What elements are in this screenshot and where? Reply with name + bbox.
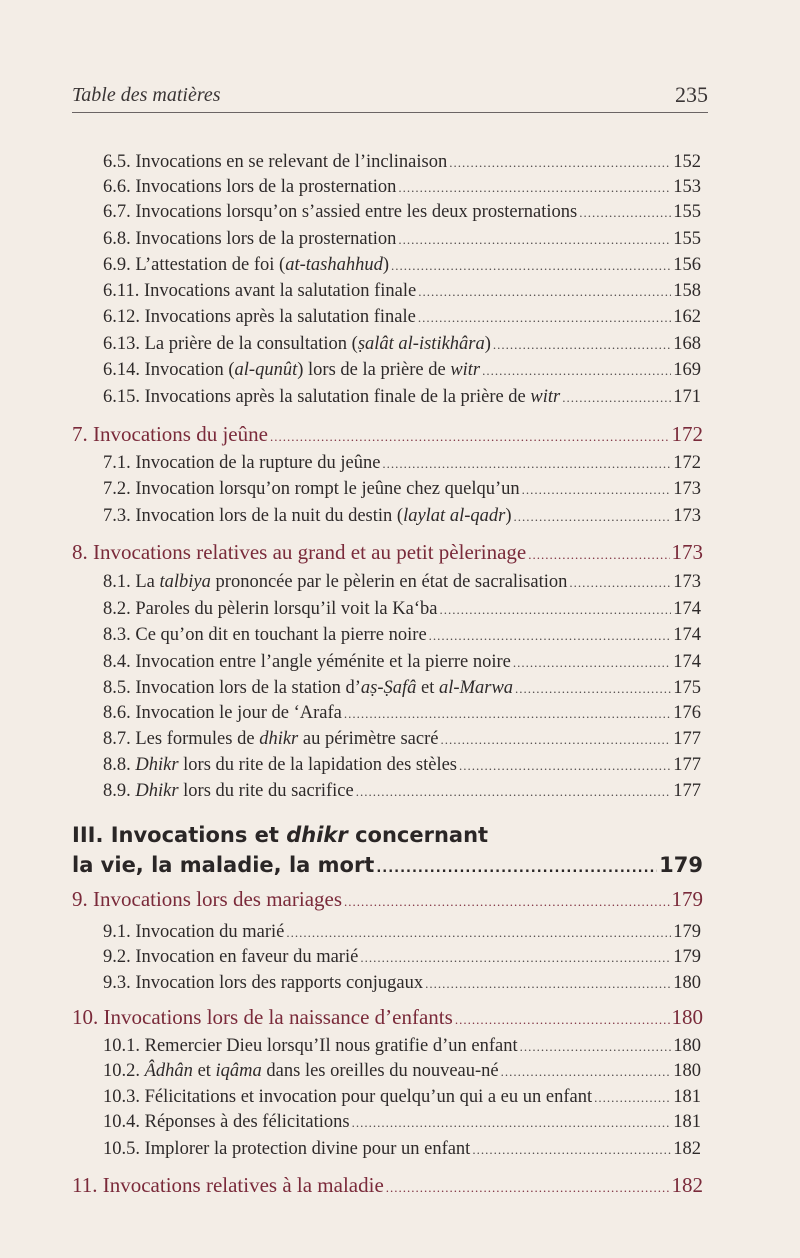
toc-entry-title: 10.4. Réponses à des félicitations [103,1112,350,1132]
toc-entry[interactable] [103,781,701,802]
toc-entry-title: 10.1. Remercier Dieu lorsqu’Il nous gratifie d’un enfant [103,1036,518,1056]
dot-leader [515,681,671,697]
part-heading-line1: III. Invocations et dhikr concernant [72,823,489,847]
toc-entry-page: 169 [673,360,701,380]
toc-entry-page: 180 [671,1005,703,1029]
toc-entry-title: 8.6. Invocation le jour de ‘Arafa [103,703,342,723]
dot-leader [501,1064,672,1080]
toc-entry[interactable] [103,625,701,646]
running-head [72,80,708,113]
dot-leader [449,155,671,171]
toc-entry-page: 168 [673,334,701,354]
toc-entry-title: 10.3. Félicitations et invocation pour quelqu’un qui a eu un enfant [103,1087,593,1107]
dot-leader [513,655,671,671]
toc-entry[interactable] [103,1061,701,1082]
toc-chapter-entry[interactable] [72,422,703,447]
toc-entry-page: 179 [673,947,701,967]
dot-leader [562,390,671,406]
toc-entry[interactable] [103,922,701,943]
toc-entry-page: 180 [673,973,701,993]
dot-leader [455,1012,670,1028]
toc-entry-page: 181 [673,1087,701,1107]
toc-entry[interactable] [103,152,701,173]
dot-leader [344,706,671,722]
toc-entry-page: 158 [673,281,701,301]
toc-entry-page: 180 [673,1036,701,1056]
toc-entry-title: 6.14. Invocation (al-qunût) lors de la prière de witr [103,360,481,380]
dot-leader [286,925,671,941]
dot-leader [425,976,671,992]
toc-entry-title: 6.11. Invocations avant la salutation finale [103,281,417,301]
toc-entry-page: 152 [673,152,701,172]
toc-entry-page: 174 [673,599,701,619]
toc-entry[interactable] [103,229,701,250]
toc-entry-page: 177 [673,755,701,775]
toc-entry-title: 7.1. Invocation de la rupture du jeûne [103,453,381,473]
toc-entry-page: 179 [673,922,701,942]
toc-entry-title: 10.5. Implorer la protection divine pour un enfant [103,1139,471,1159]
toc-entry-title: 7.2. Invocation lorsqu’on rompt le jeûne chez quelqu’un [103,479,520,499]
toc-entry-title: 8.2. Paroles du pèlerin lorsqu’il voit la Ka‘ba [103,599,438,619]
toc-chapter-entry[interactable] [72,540,703,565]
dot-leader [418,310,671,326]
toc-entry-page: 177 [673,729,701,749]
dot-leader [344,894,669,910]
toc-entry-title: 11. Invocations relatives à la maladie [72,1173,384,1197]
toc-entry-page: 177 [673,781,701,801]
toc-entry-page: 173 [671,540,703,564]
toc-entry[interactable] [103,177,701,198]
dot-leader [386,1180,670,1196]
toc-entry[interactable] [103,729,701,750]
dot-leader [440,732,671,748]
toc-entry-page: 180 [673,1061,701,1081]
toc-entry-title: 6.7. Invocations lorsqu’on s’assied entre les deux prosternations [103,202,578,222]
toc-entry[interactable] [103,479,701,500]
toc-entry[interactable] [103,1139,701,1160]
toc-entry[interactable] [103,334,701,355]
running-head-title: Table des matières [72,84,221,106]
page-number: 235 [675,82,708,107]
toc-entry[interactable] [103,202,701,223]
part-page-number: 179 [659,853,703,877]
dot-leader [418,284,671,300]
toc-entry-title: 8.8. Dhikr lors du rite de la lapidation des stèles [103,755,458,775]
toc-entry-page: 162 [673,307,701,327]
toc-entry-title: 8. Invocations relatives au grand et au petit pèlerinage [72,540,527,564]
toc-entry-page: 153 [673,177,701,197]
dot-leader [493,337,671,353]
toc-entry[interactable] [103,703,701,724]
toc-entry-title: 10.2. Âdhân et iqâma dans les oreilles du nouveau-né [103,1061,499,1081]
toc-entry-title: 9.1. Invocation du marié [103,922,285,942]
dot-leader [594,1090,671,1106]
toc-entry-title: 7.3. Invocation lors de la nuit du destin (laylat al-qadr) [103,506,512,526]
toc-entry[interactable] [103,652,701,673]
dot-leader [352,1115,672,1131]
toc-entry[interactable] [103,973,701,994]
toc-entry[interactable] [103,1036,701,1057]
dot-leader [270,429,670,445]
toc-entry-page: 171 [673,387,701,407]
toc-chapter-entry[interactable] [72,887,703,912]
toc-entry[interactable] [103,255,701,276]
toc-entry[interactable] [103,755,701,776]
toc-entry-page: 182 [671,1173,703,1197]
dot-leader [482,363,671,379]
dot-leader [579,205,671,221]
toc-entry-page: 155 [673,202,701,222]
toc-entry-title: 8.9. Dhikr lors du rite du sacrifice [103,781,354,801]
toc-entry-title: 8.7. Les formules de dhikr au périmètre sacré [103,729,439,749]
toc-entry-title: 9.2. Invocation en faveur du marié [103,947,359,967]
toc-entry-page: 156 [673,255,701,275]
dot-leader [429,628,672,644]
part-heading-line2: la vie, la maladie, la mort ..... 179 [72,853,703,877]
toc-entry-title: 8.1. La talbiya prononcée par le pèlerin en état de sacralisation [103,572,568,592]
dot-leader [528,547,669,563]
toc-entry-page: 173 [673,572,701,592]
toc-entry-title: 9.3. Invocation lors des rapports conjugaux [103,973,424,993]
dot-leader [398,232,671,248]
toc-entry[interactable] [103,453,701,474]
dot-leader [356,784,672,800]
toc-entry-title: 8.4. Invocation entre l’angle yéménite et la pierre noire [103,652,511,672]
toc-entry-page: 155 [673,229,701,249]
toc-entry-title: 7. Invocations du jeûne [72,422,268,446]
dot-leader [398,180,671,196]
toc-entry[interactable] [103,506,701,527]
toc-entry-page: 172 [671,422,703,446]
dot-leader [472,1142,671,1158]
toc-entry-title: 6.6. Invocations lors de la prosternation [103,177,397,197]
dot-leader [360,950,671,966]
toc-entry[interactable] [103,360,701,381]
toc-entry-page: 173 [673,479,701,499]
toc-entry[interactable] [103,678,701,699]
toc-entry[interactable] [103,307,701,328]
toc-entry-title: 6.12. Invocations après la salutation finale [103,307,416,327]
toc-entry-page: 175 [673,678,701,698]
dot-leader [391,258,671,274]
toc-entry-title: 8.5. Invocation lors de la station d’aṣ-Ṣafâ et al-Marwa [103,678,514,698]
toc-entry-page: 179 [671,887,703,911]
toc-entry-title: 6.13. La prière de la consultation (ṣalât al-istikhâra) [103,334,491,354]
toc-entry[interactable] [103,387,701,408]
dot-leader [439,602,671,618]
toc-chapter-entry[interactable] [72,1005,703,1030]
toc-entry[interactable] [103,947,701,968]
toc-chapter-entry[interactable] [72,1173,703,1198]
toc-entry-page: 172 [673,453,701,473]
toc-entry[interactable] [103,1087,701,1108]
toc-entry-title: 6.8. Invocations lors de la prosternation [103,229,397,249]
toc-entry[interactable] [103,599,701,620]
toc-entry-page: 174 [673,625,701,645]
toc-entry[interactable] [103,1112,701,1133]
toc-entry-title: 6.9. L’attestation de foi (at-tashahhud) [103,255,390,275]
dot-leader [459,758,671,774]
toc-entry[interactable] [103,572,701,593]
toc-entry-page: 181 [673,1112,701,1132]
toc-entry-title: 9. Invocations lors des mariages [72,887,343,911]
toc-entry-page: 182 [673,1139,701,1159]
toc-entry-title: 8.3. Ce qu’on dit en touchant la pierre noire [103,625,427,645]
dot-leader [520,1039,672,1055]
toc-entry-page: 176 [673,703,701,723]
toc-entry-page: 174 [673,652,701,672]
dot-leader [522,482,672,498]
dot-leader [569,575,671,591]
toc-entry[interactable] [103,281,701,302]
dot-leader [514,509,672,525]
toc-entry-title: 6.5. Invocations en se relevant de l’inclinaison [103,152,448,172]
toc-entry-title: 6.15. Invocations après la salutation finale de la prière de witr [103,387,561,407]
toc-entry-title: 10. Invocations lors de la naissance d’enfants [72,1005,453,1029]
dot-leader [376,861,657,876]
toc-entry-page: 173 [673,506,701,526]
dot-leader [382,456,671,472]
